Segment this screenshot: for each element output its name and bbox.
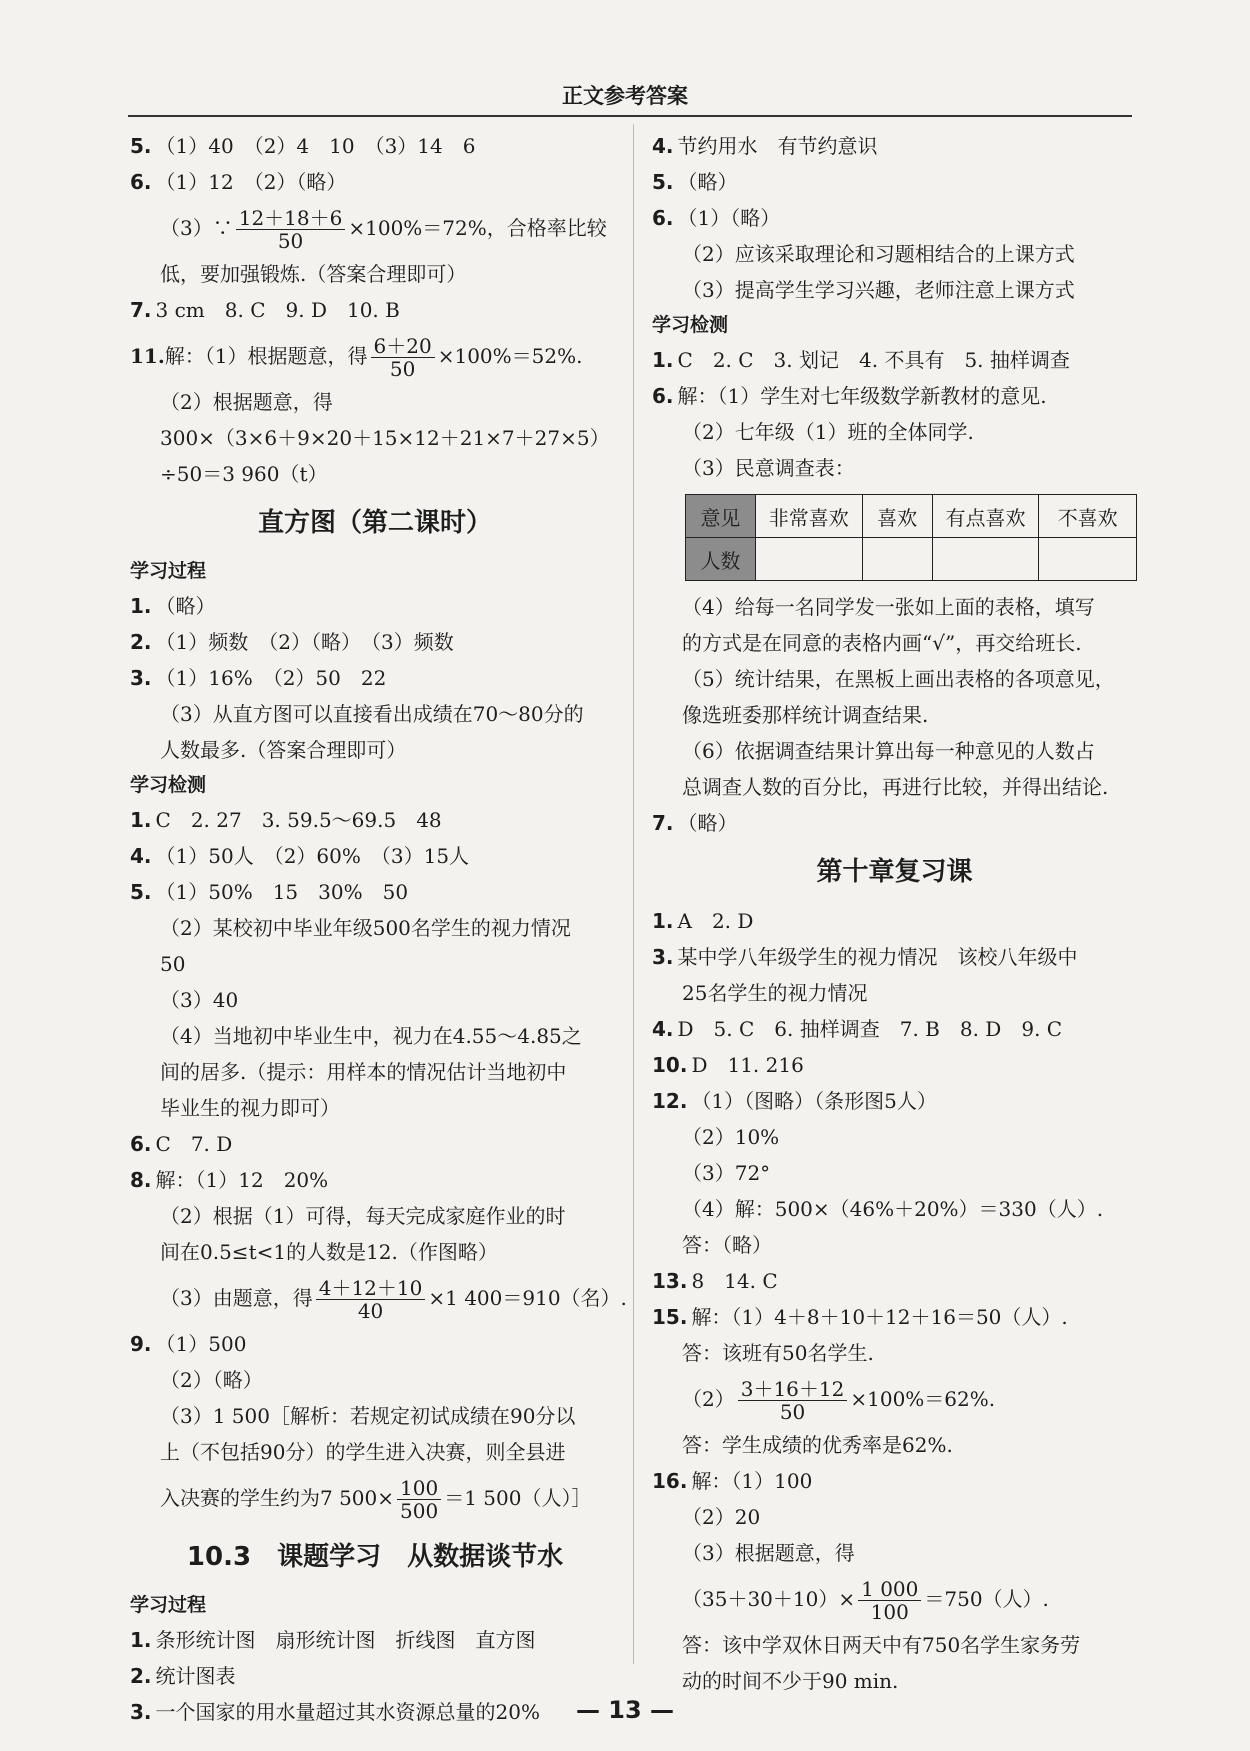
answer-line: ÷50＝3 960（t） (160, 462, 328, 486)
table-cell: 喜欢 (862, 495, 932, 538)
survey-table (685, 494, 1137, 581)
answer-line: （3）提高学生学习兴趣，老师注意上课方式 (682, 278, 1075, 302)
fraction: $\frac{1 000}{100}$ (858, 1578, 921, 1623)
answer-line: 1. C 2. 27 3. 59.5～69.5 48 (130, 808, 442, 832)
answer-line: （2）20 (682, 1505, 761, 1529)
fraction: $\frac{6+20}{50}$ (371, 335, 435, 380)
answer-line: 50 (160, 952, 186, 976)
answer-line: 动的时间不少于90 min. (682, 1669, 899, 1693)
fraction: $\frac{100}{500}$ (397, 1477, 441, 1522)
table-cell: 非常喜欢 (755, 495, 862, 538)
answer-line: （3）40 (160, 988, 239, 1012)
subsection-title: 学习过程 (130, 560, 207, 582)
right-column (652, 128, 1137, 1699)
answer-line: （2）七年级（1）班的全体同学. (682, 420, 974, 444)
answer-line: 低，要加强锻炼.（答案合理即可） (160, 262, 467, 286)
fraction: $\frac{4+12+10}{40}$ (316, 1277, 426, 1322)
fraction: $\frac{3+16+12}{50}$ (738, 1378, 848, 1423)
answer-line: 1. A 2. D (652, 909, 754, 933)
answer-line: （3）民意调查表： (682, 456, 855, 480)
answer-line: 答：该班有50名学生. (682, 1341, 874, 1365)
answer-line: （5）统计结果，在黑板上画出表格的各项意见， (682, 667, 1115, 691)
answer-line: 300×（3×6＋9×20＋15×12＋21×7＋27×5） (160, 426, 610, 450)
table-cell (862, 538, 932, 581)
answer-line: （3）72° (682, 1161, 771, 1185)
answer-line: 间的居多.（提示：用样本的情况估计当地初中 (160, 1060, 567, 1084)
answer-line: 人数最多.（答案合理即可） (160, 738, 407, 762)
answer-line: 4. 节约用水 有节约意识 (652, 134, 878, 158)
answer-line: （3）1 500［解析：若规定初试成绩在90分以 (160, 1404, 576, 1428)
answer-line: （6）依据调查结果计算出每一种意见的人数占 (682, 739, 1095, 763)
subsection-title: 学习过程 (130, 1594, 207, 1616)
answer-line: 答：学生成绩的优秀率是62%. (682, 1433, 953, 1457)
answer-line: 1. （略） (130, 594, 216, 618)
table-row (686, 495, 1137, 538)
answer-line: 6. （1）（略） (652, 206, 781, 230)
answer-line: 15. 解：（1）4＋8＋10＋12＋16＝50（人）. (652, 1305, 1068, 1329)
answer-line: 1. C 2. C 3. 划记 4. 不具有 5. 抽样调查 (652, 348, 1070, 372)
answer-line: 25名学生的视力情况 (682, 981, 868, 1005)
answer-line: 答：该中学双休日两天中有750名学生家务劳 (682, 1633, 1081, 1657)
table-row (686, 538, 1137, 581)
answer-line: 答：（略） (682, 1233, 772, 1257)
section-title: 直方图（第二课时） (257, 508, 492, 538)
answer-line: 6. C 7. D (130, 1132, 233, 1156)
subsection-title: 学习检测 (652, 314, 729, 336)
fraction-line: （3）∵ $\frac{12+18+6}{50}$ ×100%＝72%，合格率比较 (160, 206, 607, 253)
answer-line: 2. 统计图表 (130, 1664, 236, 1688)
answer-line: 的方式是在同意的表格内画“√”，再交给班长. (682, 631, 1082, 655)
answer-line: 毕业生的视力即可） (160, 1096, 340, 1120)
answer-line: （4）当地初中毕业生中，视力在4.55～4.85之 (160, 1024, 582, 1048)
column-divider (633, 124, 634, 1664)
table-cell: 人数 (686, 538, 756, 581)
table-cell: 意见 (686, 495, 756, 538)
answer-line: 5. （1）40 （2）4 10 （3）14 6 (130, 134, 476, 158)
answer-line: （2）（略） (160, 1368, 263, 1392)
answer-line: 3. 某中学八年级学生的视力情况 该校八年级中 (652, 945, 1078, 969)
answer-line: 2. （1）频数 （2）（略） （3）频数 (130, 630, 454, 654)
table-cell (755, 538, 862, 581)
answer-line: （2）根据（1）可得，每天完成家庭作业的时 (160, 1204, 566, 1228)
answer-line: 3. 一个国家的用水量超过其水资源总量的20% (130, 1700, 540, 1724)
answer-line: 像选班委那样统计调查结果. (682, 703, 929, 727)
answer-line: （2）根据题意，得 (160, 390, 333, 414)
answer-line: （3）根据题意，得 (682, 1541, 855, 1565)
table-cell: 有点喜欢 (932, 495, 1039, 538)
table-cell (932, 538, 1039, 581)
header-rule (128, 115, 1132, 117)
section-title: 10.3 课题学习 从数据谈节水 (186, 1542, 564, 1572)
answer-line: （2）应该采取理论和习题相结合的上课方式 (682, 242, 1075, 266)
answer-line: （4）解：500×（46%＋20%）＝330（人）. (682, 1197, 1104, 1221)
answer-line: 16. 解：（1）100 (652, 1469, 813, 1493)
answer-line: 4. （1）50人 （2）60% （3）15人 (130, 844, 470, 868)
subsection-title: 学习检测 (130, 774, 207, 796)
answer-line: 4. D 5. C 6. 抽样调查 7. B 8. D 9. C (652, 1017, 1063, 1041)
fraction-line: （2） $\frac{3+16+12}{50}$ ×100%＝62%. (682, 1377, 996, 1424)
answer-line: 1. 条形统计图 扇形统计图 折线图 直方图 (130, 1628, 536, 1652)
answer-line: 10. D 11. 216 (652, 1053, 804, 1077)
answer-line: （2）10% (682, 1125, 780, 1149)
answer-line: 6. 解：（1）学生对七年级数学新教材的意见. (652, 384, 1047, 408)
answer-line: 8. 解：（1）12 20% (130, 1168, 329, 1192)
page-number: — 13 — (575, 1696, 675, 1724)
answer-line: 9. （1）500 (130, 1332, 247, 1356)
answer-line: 7. 3 cm 8. C 9. D 10. B (130, 298, 400, 322)
answer-line: 间在0.5≤t<1的人数是12.（作图略） (160, 1240, 498, 1264)
answer-line: 12. （1）（图略）（条形图5人） (652, 1089, 937, 1113)
answer-line: 总调查人数的百分比，再进行比较，并得出结论. (682, 775, 1109, 799)
fraction-line: （35＋30＋10）× $\frac{1 000}{100}$ ＝750（人）. (682, 1577, 1049, 1624)
answer-line: （4）给每一名同学发一张如上面的表格，填写 (682, 595, 1095, 619)
answer-line: 3. （1）16% （2）50 22 (130, 666, 387, 690)
page-header-title: 正文参考答案 (562, 84, 688, 108)
answer-line: 上（不包括90分）的学生进入决赛，则全县进 (160, 1440, 566, 1464)
answer-line: （3）从直方图可以直接看出成绩在70～80分的 (160, 702, 584, 726)
answer-line: 6. （1）12 （2）（略） (130, 170, 347, 194)
section-title: 第十章复习课 (816, 857, 973, 887)
table-cell (1039, 538, 1137, 581)
fraction-line: 11.解：（1）根据题意，得 $\frac{6+20}{50}$ ×100%＝52%. (130, 334, 583, 381)
fraction-line: 入决赛的学生约为7 500× $\frac{100}{500}$ ＝1 500（人）］ (160, 1476, 592, 1523)
answer-line: 5. （略） (652, 170, 738, 194)
answer-line: （2）某校初中毕业年级500名学生的视力情况 (160, 916, 571, 940)
answer-line: 5. （1）50% 15 30% 50 (130, 880, 409, 904)
fraction: $\frac{12+18+6}{50}$ (236, 207, 346, 252)
fraction-line: （3）由题意，得 $\frac{4+12+10}{40}$ ×1 400＝910（名）. (160, 1276, 627, 1323)
answer-line: 13. 8 14. C (652, 1269, 778, 1293)
answer-line: 7. （略） (652, 811, 738, 835)
table-cell: 不喜欢 (1039, 495, 1137, 538)
